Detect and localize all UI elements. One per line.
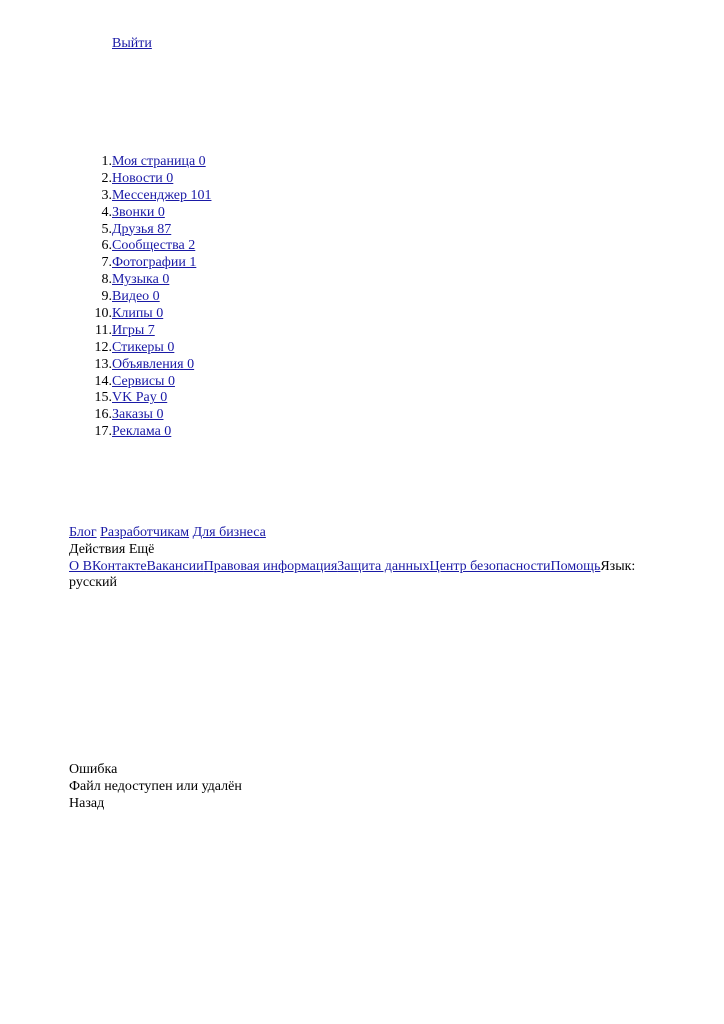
menu-item <box>80 357 211 374</box>
menu-item-number: 9. <box>101 289 112 305</box>
footer-link-help[interactable]: Помощь <box>550 558 601 574</box>
menu-item-number: 6. <box>101 238 112 254</box>
menu-item-number: 14. <box>94 373 112 389</box>
side-menu <box>80 154 211 441</box>
menu-link-stickers[interactable]: Стикеры 0 <box>112 339 175 355</box>
language-label: Язык: <box>600 558 636 574</box>
footer-link-legal[interactable]: Правовая информация <box>203 558 338 574</box>
menu-item-number: 5. <box>101 221 112 237</box>
menu-item-number: 2. <box>101 170 112 186</box>
more-label: Ещё <box>128 541 155 557</box>
actions-label: Действия <box>69 541 126 557</box>
footer-link-business[interactable]: Для бизнеса <box>192 525 266 540</box>
menu-item <box>80 390 211 407</box>
footer-link-safety[interactable]: Центр безопасности <box>429 558 551 574</box>
menu-item <box>80 238 211 255</box>
error-title: Ошибка <box>69 762 118 777</box>
menu-item <box>80 188 211 205</box>
back-link[interactable]: Назад <box>69 795 105 811</box>
menu-item <box>80 205 211 222</box>
menu-link-photos[interactable]: Фотографии 1 <box>112 255 197 271</box>
error-block <box>69 762 242 812</box>
footer <box>69 525 669 592</box>
menu-link-clips[interactable]: Клипы 0 <box>112 306 164 322</box>
footer-actions-row <box>69 542 669 559</box>
footer-link-blog[interactable]: Блог <box>69 525 97 540</box>
menu-link-music[interactable]: Музыка 0 <box>112 272 170 288</box>
menu-item <box>80 306 211 323</box>
menu-item <box>80 374 211 391</box>
menu-item <box>80 340 211 357</box>
menu-item-number: 7. <box>101 255 112 271</box>
menu-item <box>80 171 211 188</box>
footer-bottom-links <box>69 559 669 593</box>
menu-item <box>80 323 211 340</box>
footer-link-jobs[interactable]: Вакансии <box>146 558 204 574</box>
menu-item <box>80 272 211 289</box>
language-value[interactable]: русский <box>69 575 118 591</box>
footer-link-about[interactable]: О ВКонтакте <box>69 558 147 574</box>
menu-item <box>80 289 211 306</box>
menu-link-friends[interactable]: Друзья 87 <box>112 221 172 237</box>
menu-item <box>80 424 211 441</box>
menu-link-messenger[interactable]: Мессенджер 101 <box>112 187 212 203</box>
error-message: Файл недоступен или удалён <box>69 778 242 794</box>
menu-item <box>80 154 211 171</box>
footer-link-privacy[interactable]: Защита данных <box>337 558 430 574</box>
menu-item <box>80 407 211 424</box>
logout-link[interactable]: Выйти <box>112 36 152 51</box>
menu-item-number: 1. <box>101 154 112 169</box>
menu-link-calls[interactable]: Звонки 0 <box>112 204 165 220</box>
menu-item-number: 10. <box>94 306 112 322</box>
menu-item-number: 3. <box>101 187 112 203</box>
menu-link-ads[interactable]: Реклама 0 <box>112 424 172 440</box>
menu-item-number: 8. <box>101 272 112 288</box>
menu-item <box>80 222 211 239</box>
footer-top-links <box>69 525 669 542</box>
menu-item-number: 4. <box>101 204 112 220</box>
menu-link-vk-pay[interactable]: VK Pay 0 <box>112 390 168 406</box>
menu-item-number: 17. <box>94 424 112 440</box>
menu-link-classifieds[interactable]: Объявления 0 <box>112 356 195 372</box>
menu-link-news[interactable]: Новости 0 <box>112 170 174 186</box>
menu-link-my-page[interactable]: Моя страница 0 <box>112 154 206 169</box>
menu-link-orders[interactable]: Заказы 0 <box>112 407 164 423</box>
menu-link-services[interactable]: Сервисы 0 <box>112 373 175 389</box>
header <box>112 36 152 52</box>
menu-item-number: 12. <box>94 339 112 355</box>
menu-item-number: 15. <box>94 390 112 406</box>
menu-item-number: 16. <box>94 407 112 423</box>
menu-link-games[interactable]: Игры 7 <box>112 322 155 338</box>
menu-item <box>80 255 211 272</box>
menu-item-number: 11. <box>95 322 112 338</box>
menu-link-communities[interactable]: Сообщества 2 <box>112 238 196 254</box>
menu-item-number: 13. <box>94 356 112 372</box>
footer-link-developers[interactable]: Разработчикам <box>100 525 190 540</box>
menu-link-video[interactable]: Видео 0 <box>112 289 160 305</box>
